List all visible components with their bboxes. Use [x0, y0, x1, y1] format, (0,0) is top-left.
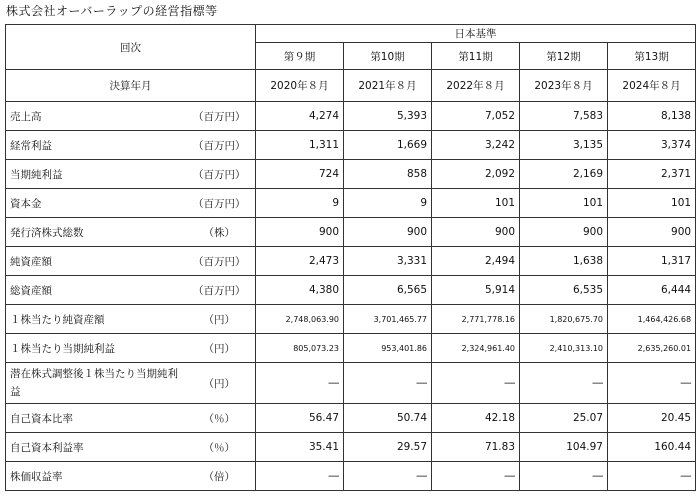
cell-value: 3,701,465.77	[344, 305, 432, 334]
cell-value: 4,274	[256, 102, 344, 131]
cell-value: 858	[344, 160, 432, 189]
header-kaiji: 回次	[6, 25, 256, 70]
row-label: 株価収益率	[6, 462, 184, 491]
period-header: 第11期	[432, 43, 520, 70]
row-unit: （％）	[184, 404, 256, 433]
cell-value: ―	[520, 363, 608, 404]
cell-value: 7,052	[432, 102, 520, 131]
cell-value: 1,311	[256, 131, 344, 160]
table-row	[6, 189, 696, 218]
row-unit: （株）	[184, 218, 256, 247]
date-header: 2023年８月	[520, 70, 608, 102]
cell-value: 900	[432, 218, 520, 247]
cell-value: 101	[432, 189, 520, 218]
cell-value: 3,135	[520, 131, 608, 160]
date-header: 2024年８月	[608, 70, 696, 102]
cell-value: ―	[432, 462, 520, 491]
row-unit: （百万円）	[184, 160, 256, 189]
table-row	[6, 102, 696, 131]
cell-value: 3,242	[432, 131, 520, 160]
period-header: 第10期	[344, 43, 432, 70]
row-label: 資本金	[6, 189, 184, 218]
cell-value: 1,317	[608, 247, 696, 276]
cell-value: 2,410,313.10	[520, 334, 608, 363]
row-unit: （百万円）	[184, 247, 256, 276]
cell-value: 2,635,260.01	[608, 334, 696, 363]
period-header: 第９期	[256, 43, 344, 70]
cell-value: 1,638	[520, 247, 608, 276]
cell-value: 953,401.86	[344, 334, 432, 363]
cell-value: 900	[520, 218, 608, 247]
row-unit: （円）	[184, 363, 256, 404]
table-row	[6, 247, 696, 276]
cell-value: 2,748,063.90	[256, 305, 344, 334]
header-kessan: 決算年月	[6, 70, 256, 102]
cell-value: 9	[344, 189, 432, 218]
cell-value: ―	[344, 363, 432, 404]
cell-value: 900	[608, 218, 696, 247]
row-label: 経常利益	[6, 131, 184, 160]
cell-value: 29.57	[344, 433, 432, 462]
table-row	[6, 404, 696, 433]
row-unit: （％）	[184, 433, 256, 462]
table-row	[6, 218, 696, 247]
cell-value: 42.18	[432, 404, 520, 433]
table-row	[6, 433, 696, 462]
cell-value: 6,565	[344, 276, 432, 305]
row-label: １株当たり純資産額	[6, 305, 184, 334]
period-header: 第13期	[608, 43, 696, 70]
table-row	[6, 462, 696, 491]
cell-value: ―	[608, 462, 696, 491]
cell-value: ―	[432, 363, 520, 404]
cell-value: 1,669	[344, 131, 432, 160]
row-label: １株当たり当期純利益	[6, 334, 184, 363]
row-unit: （百万円）	[184, 189, 256, 218]
row-unit: （百万円）	[184, 131, 256, 160]
row-unit: （百万円）	[184, 102, 256, 131]
cell-value: 160.44	[608, 433, 696, 462]
cell-value: ―	[256, 462, 344, 491]
cell-value: ―	[608, 363, 696, 404]
cell-value: 56.47	[256, 404, 344, 433]
cell-value: 20.45	[608, 404, 696, 433]
row-label: 総資産額	[6, 276, 184, 305]
header-standard: 日本基準	[256, 25, 696, 43]
cell-value: ―	[344, 462, 432, 491]
row-label: 売上高	[6, 102, 184, 131]
cell-value: 7,583	[520, 102, 608, 131]
cell-value: 5,393	[344, 102, 432, 131]
cell-value: 805,073.23	[256, 334, 344, 363]
cell-value: 2,494	[432, 247, 520, 276]
cell-value: 50.74	[344, 404, 432, 433]
cell-value: 2,771,778.16	[432, 305, 520, 334]
row-unit: （倍）	[184, 462, 256, 491]
cell-value: 2,473	[256, 247, 344, 276]
cell-value: 724	[256, 160, 344, 189]
cell-value: ―	[520, 462, 608, 491]
cell-value: 1,820,675.70	[520, 305, 608, 334]
table-row	[6, 305, 696, 334]
date-header: 2020年８月	[256, 70, 344, 102]
cell-value: 3,374	[608, 131, 696, 160]
cell-value: 8,138	[608, 102, 696, 131]
row-label: 純資産額	[6, 247, 184, 276]
row-label: 潜在株式調整後１株当たり当期純利益	[6, 363, 184, 404]
cell-value: 2,324,961.40	[432, 334, 520, 363]
cell-value: 71.83	[432, 433, 520, 462]
row-label: 自己資本比率	[6, 404, 184, 433]
row-unit: （円）	[184, 334, 256, 363]
table-row	[6, 276, 696, 305]
table-row	[6, 131, 696, 160]
row-unit: （円）	[184, 305, 256, 334]
table-row	[6, 160, 696, 189]
cell-value: 6,444	[608, 276, 696, 305]
cell-value: 104.97	[520, 433, 608, 462]
cell-value: 900	[344, 218, 432, 247]
cell-value: 3,331	[344, 247, 432, 276]
row-label: 当期純利益	[6, 160, 184, 189]
cell-value: 9	[256, 189, 344, 218]
cell-value: 35.41	[256, 433, 344, 462]
cell-value: 2,169	[520, 160, 608, 189]
cell-value: 6,535	[520, 276, 608, 305]
cell-value: 2,371	[608, 160, 696, 189]
cell-value: 1,464,426.68	[608, 305, 696, 334]
row-unit: （百万円）	[184, 276, 256, 305]
cell-value: 2,092	[432, 160, 520, 189]
table-row	[6, 334, 696, 363]
financial-indicators-table	[5, 24, 696, 491]
date-header: 2022年８月	[432, 70, 520, 102]
period-header: 第12期	[520, 43, 608, 70]
cell-value: 25.07	[520, 404, 608, 433]
cell-value: 101	[520, 189, 608, 218]
date-header: 2021年８月	[344, 70, 432, 102]
cell-value: 101	[608, 189, 696, 218]
cell-value: ―	[256, 363, 344, 404]
row-label: 発行済株式総数	[6, 218, 184, 247]
cell-value: 4,380	[256, 276, 344, 305]
cell-value: 900	[256, 218, 344, 247]
row-label: 自己資本利益率	[6, 433, 184, 462]
page-title: 株式会社オーバーラップの経営指標等	[6, 4, 218, 18]
table-row	[6, 363, 696, 404]
cell-value: 5,914	[432, 276, 520, 305]
